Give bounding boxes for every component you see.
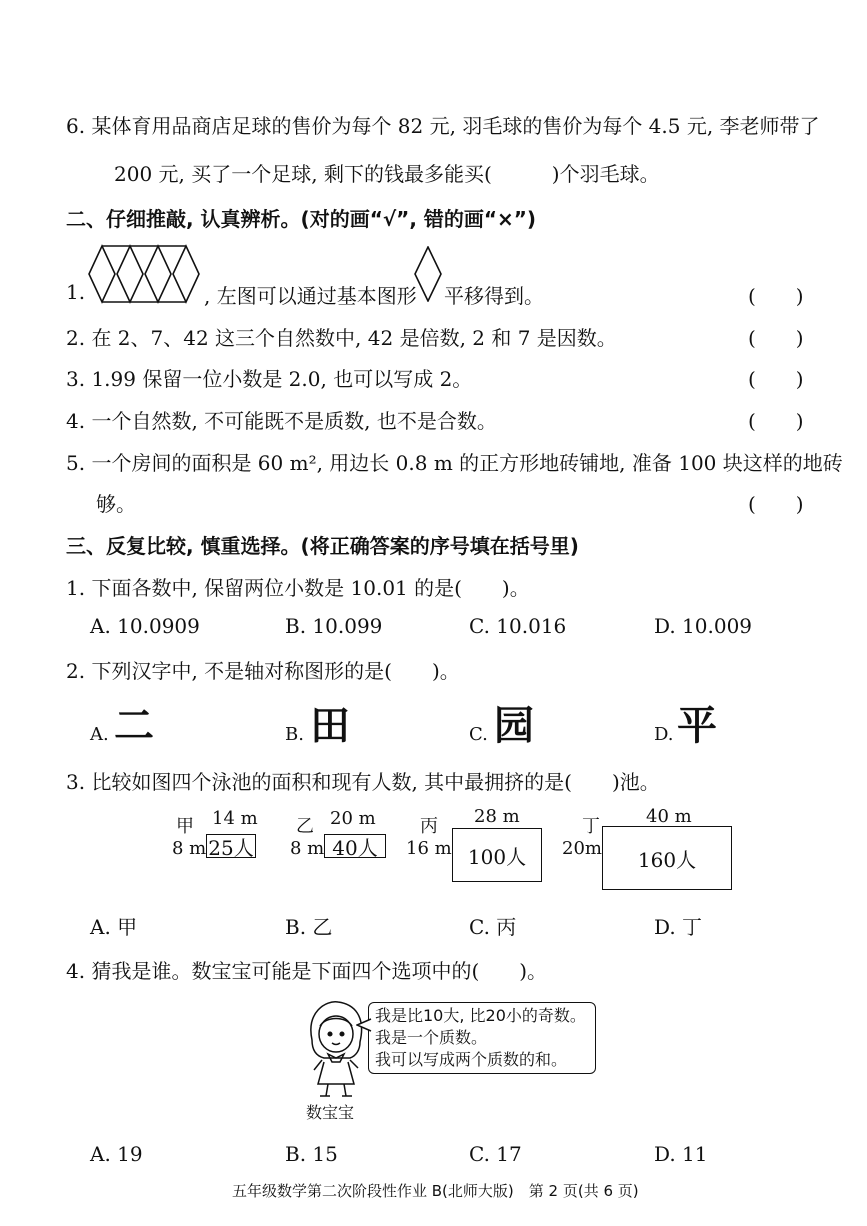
s3-q2-option-c-letter[interactable]: C. (469, 724, 488, 745)
s3-q3-stem: 3. 比较如图四个泳池的面积和现有人数, 其中最拥挤的是( )池。 (66, 770, 660, 794)
pool-yi-width: 20 m (330, 808, 376, 829)
pool-jia-height: 8 m (172, 838, 207, 859)
pool-jia-width: 14 m (212, 808, 258, 829)
bubble-line-3: 我可以写成两个质数的和。 (375, 1050, 568, 1069)
pool-ding-box: 160人 (602, 826, 732, 890)
s2-item1-text: , 左图可以通过基本图形 (204, 284, 417, 308)
s3-q4-stem: 4. 猜我是谁。数宝宝可能是下面四个选项中的( )。 (66, 959, 548, 983)
shubaobao-caption: 数宝宝 (306, 1103, 355, 1122)
s3-q2-option-a-char[interactable]: 二 (114, 703, 154, 749)
s3-q3-option-b[interactable]: B. 乙 (285, 915, 333, 939)
s2-item1-num: 1. (66, 280, 86, 304)
s3-q1-option-d[interactable]: D. 10.009 (654, 614, 753, 638)
s3-q1-option-c[interactable]: C. 10.016 (469, 614, 567, 638)
s3-q4-option-b[interactable]: B. 15 (285, 1142, 338, 1166)
pool-yi-box: 40人 (324, 834, 386, 858)
pool-ding-width: 40 m (646, 806, 692, 827)
pool-yi-height: 8 m (290, 838, 325, 859)
s2-item2-text: 2. 在 2、7、42 这三个自然数中, 42 是倍数, 2 和 7 是因数。 (66, 326, 617, 350)
s2-item1-text-after: 平移得到。 (444, 284, 544, 308)
s2-item4-text: 4. 一个自然数, 不可能既不是质数, 也不是合数。 (66, 409, 497, 433)
bubble-line-2: 我是一个质数。 (375, 1028, 488, 1047)
section3-title: 三、反复比较, 慎重选择。(将正确答案的序号填在括号里) (66, 534, 579, 558)
s2-item5-answer-paren[interactable]: ( ) (748, 492, 804, 516)
pool-jia-name: 甲 (176, 816, 194, 837)
s3-q2-option-a-letter[interactable]: A. (90, 724, 109, 745)
s2-item5-text: 5. 一个房间的面积是 60 m², 用边长 0.8 m 的正方形地砖铺地, 准备 100 块这样的地砖 (66, 451, 843, 475)
s3-q3-option-d[interactable]: D. 丁 (654, 915, 703, 939)
pool-jia-box: 25人 (206, 834, 256, 858)
s3-q1-option-b[interactable]: B. 10.099 (285, 614, 383, 638)
s2-item2-answer-paren[interactable]: ( ) (748, 326, 804, 350)
s3-q2-stem: 2. 下列汉字中, 不是轴对称图形的是( )。 (66, 659, 460, 683)
shubaobao-character-icon (300, 998, 372, 1102)
s2-item3-text: 3. 1.99 保留一位小数是 2.0, 也可以写成 2。 (66, 367, 473, 391)
pool-ding-height: 20m (562, 838, 602, 859)
s3-q1-option-a[interactable]: A. 10.0909 (90, 614, 200, 638)
s3-q2-option-b-char[interactable]: 田 (310, 703, 350, 749)
page-footer: 五年级数学第二次阶段性作业 B(北师大版) 第 2 页(共 6 页) (232, 1182, 639, 1200)
s3-q2-option-d-char[interactable]: 平 (677, 703, 717, 749)
diamond-row-figure (88, 244, 204, 304)
pool-ding-name: 丁 (582, 816, 600, 837)
s3-q2-option-c-char[interactable]: 园 (494, 703, 534, 749)
q6-line2: 200 元, 买了一个足球, 剩下的钱最多能买( )个羽毛球。 (114, 162, 660, 186)
pool-bing-name: 丙 (420, 816, 438, 837)
s2-item1-answer-paren[interactable]: ( ) (748, 284, 804, 308)
s3-q4-option-c[interactable]: C. 17 (469, 1142, 522, 1166)
section2-title: 二、仔细推敲, 认真辨析。(对的画“√”, 错的画“×”) (66, 207, 537, 231)
s2-item3-answer-paren[interactable]: ( ) (748, 367, 804, 391)
pool-bing-box: 100人 (452, 828, 542, 882)
s2-item5-text-line2: 够。 (96, 492, 136, 516)
s3-q2-option-b-letter[interactable]: B. (285, 724, 304, 745)
s3-q4-option-a[interactable]: A. 19 (90, 1142, 143, 1166)
bubble-line-1: 我是比10大, 比20小的奇数。 (375, 1006, 586, 1025)
speech-bubble (368, 1002, 596, 1074)
s3-q3-option-a[interactable]: A. 甲 (90, 915, 138, 939)
pool-bing-height: 16 m (406, 838, 452, 859)
pool-yi-name: 乙 (296, 816, 314, 837)
s2-item4-answer-paren[interactable]: ( ) (748, 409, 804, 433)
q6-line1: 6. 某体育用品商店足球的售价为每个 82 元, 羽毛球的售价为每个 4.5 元, 李老师带了 (66, 114, 820, 138)
pool-bing-width: 28 m (474, 806, 520, 827)
s3-q2-option-d-letter[interactable]: D. (654, 724, 674, 745)
bubble-tail-icon (356, 1018, 372, 1032)
s3-q1-stem: 1. 下面各数中, 保留两位小数是 10.01 的是( )。 (66, 576, 530, 600)
s3-q4-option-d[interactable]: D. 11 (654, 1142, 708, 1166)
basic-diamond-figure (414, 246, 442, 302)
s3-q3-option-c[interactable]: C. 丙 (469, 915, 517, 939)
